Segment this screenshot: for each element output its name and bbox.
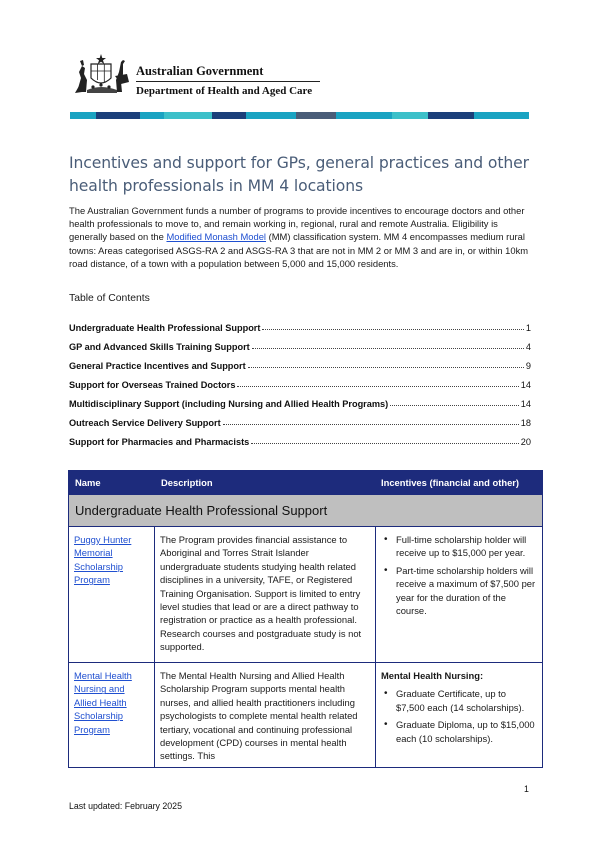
table-row <box>69 663 542 767</box>
toc-entry-title: GP and Advanced Skills Training Support <box>69 342 250 352</box>
toc-leader-dots <box>248 367 524 368</box>
program-link-mental-health[interactable]: Mental Health Nursing and Allied Health Scholarship Program <box>74 670 132 735</box>
table-of-contents <box>69 314 531 447</box>
program-link-puggy-hunter[interactable]: Puggy Hunter Memorial Scholarship Program <box>74 534 132 586</box>
incentive-list <box>381 533 537 617</box>
toc-leader-dots <box>262 329 523 330</box>
toc-leader-dots <box>251 443 519 444</box>
stripe-segment <box>212 112 246 119</box>
toc-entry-multidisciplinary[interactable] <box>69 390 531 409</box>
program-incentives-cell <box>376 527 542 662</box>
toc-heading: Table of Contents <box>69 293 150 304</box>
toc-entry-page: 18 <box>520 418 531 428</box>
last-updated-footer: Last updated: February 2025 <box>69 801 182 811</box>
department-name: Department of Health and Aged Care <box>136 85 313 97</box>
toc-leader-dots <box>223 424 519 425</box>
program-name-cell <box>69 663 155 767</box>
toc-leader-dots <box>237 386 518 387</box>
table-header-row <box>69 471 542 494</box>
intro-paragraph <box>69 204 531 270</box>
program-incentives-cell <box>376 663 542 767</box>
toc-entry-general-practice[interactable] <box>69 352 531 371</box>
toc-entry-page: 1 <box>525 323 531 333</box>
header-divider <box>136 81 320 82</box>
header-color-stripe <box>70 112 529 119</box>
modified-monash-model-link[interactable]: Modified Monash Model <box>166 231 267 243</box>
column-header-description: Description <box>161 477 213 488</box>
toc-entry-title: General Practice Incentives and Support <box>69 361 246 371</box>
programs-table <box>68 470 543 768</box>
intro-text-2: (MM) classification system. MM 4 encompasses medium rural towns: Areas categorised ASGS-RA 2 and ASGS-RA 3 that are not in MM 2 or MM 3 and are in, or within 10km road distance, of a town with a population between 5,000 and 15,000 residents. <box>69 231 529 269</box>
stripe-segment <box>164 112 212 119</box>
toc-entry-title: Outreach Service Delivery Support <box>69 418 221 428</box>
incentive-item: • Full-time scholarship holder will receive up to $15,000 per year. <box>381 533 537 560</box>
page-number: 1 <box>524 784 529 794</box>
incentive-list <box>381 687 537 745</box>
intro-text-1: The Australian Government funds a number of programs to provide incentives to encourage doctors and other health professionals to move to, and remain working in, regional, rural and remote Australia. Eligibility is generally based on the <box>69 205 525 243</box>
stripe-segment <box>140 112 164 119</box>
toc-entry-page: 14 <box>520 399 531 409</box>
toc-entry-title: Undergraduate Health Professional Support <box>69 323 261 333</box>
stripe-segment <box>474 112 529 119</box>
page-title: Incentives and support for GPs, general practices and other health professionals in MM 4 locations <box>69 154 529 195</box>
incentive-subheading: Mental Health Nursing: <box>381 670 484 681</box>
program-description-cell: The Mental Health Nursing and Allied Health Scholarship Program supports mental health nurses, and allied health practitioners including psychologists to complete mental health related tertiary, vocational and continuing professional development (CPD) courses in mental health settings. This <box>155 663 376 767</box>
stripe-segment <box>246 112 296 119</box>
incentive-item: • Graduate Certificate, up to $7,500 each (14 scholarships). <box>381 687 537 714</box>
column-header-name: Name <box>75 477 101 488</box>
toc-leader-dots <box>252 348 524 349</box>
toc-leader-dots <box>390 405 519 406</box>
toc-entry-title: Multidisciplinary Support (including Nursing and Allied Health Programs) <box>69 399 389 409</box>
toc-entry-outreach[interactable] <box>69 409 531 428</box>
toc-entry-overseas-doctors[interactable] <box>69 371 531 390</box>
toc-entry-pharmacies[interactable] <box>69 428 531 447</box>
toc-entry-undergraduate[interactable] <box>69 314 531 333</box>
program-description-cell: The Program provides financial assistance to Aboriginal and Torres Strait Islander undergraduate students studying health related disciplines in a university, TAFE, or Registered Training Organisation. Support is limited to entry level studies that lead or are a direct pathway to registration or practice as a health professional. Research courses and postgraduate study is not supported. <box>155 527 376 662</box>
table-row <box>69 527 542 663</box>
government-header <box>70 50 530 112</box>
stripe-segment <box>392 112 428 119</box>
incentive-item: • Part-time scholarship holders will receive a maximum of $7,500 per year for the duration of the course. <box>381 564 537 618</box>
incentive-item: • Graduate Diploma, up to $15,000 each (10 scholarships). <box>381 718 537 745</box>
stripe-segment <box>336 112 392 119</box>
government-name: Australian Government <box>136 64 264 78</box>
toc-entry-page: 9 <box>525 361 531 371</box>
stripe-segment <box>70 112 96 119</box>
column-header-incentives: Incentives (financial and other) <box>381 477 520 488</box>
coat-of-arms-icon <box>73 52 131 94</box>
toc-entry-page: 14 <box>520 380 531 390</box>
table-section-heading: Undergraduate Health Professional Support <box>69 494 542 527</box>
stripe-segment <box>296 112 336 119</box>
stripe-segment <box>428 112 474 119</box>
toc-entry-page: 4 <box>525 342 531 352</box>
toc-entry-title: Support for Pharmacies and Pharmacists <box>69 437 250 447</box>
toc-entry-title: Support for Overseas Trained Doctors <box>69 380 236 390</box>
toc-entry-page: 20 <box>520 437 531 447</box>
program-name-cell <box>69 527 155 662</box>
stripe-segment <box>96 112 140 119</box>
toc-entry-gp-training[interactable] <box>69 333 531 352</box>
